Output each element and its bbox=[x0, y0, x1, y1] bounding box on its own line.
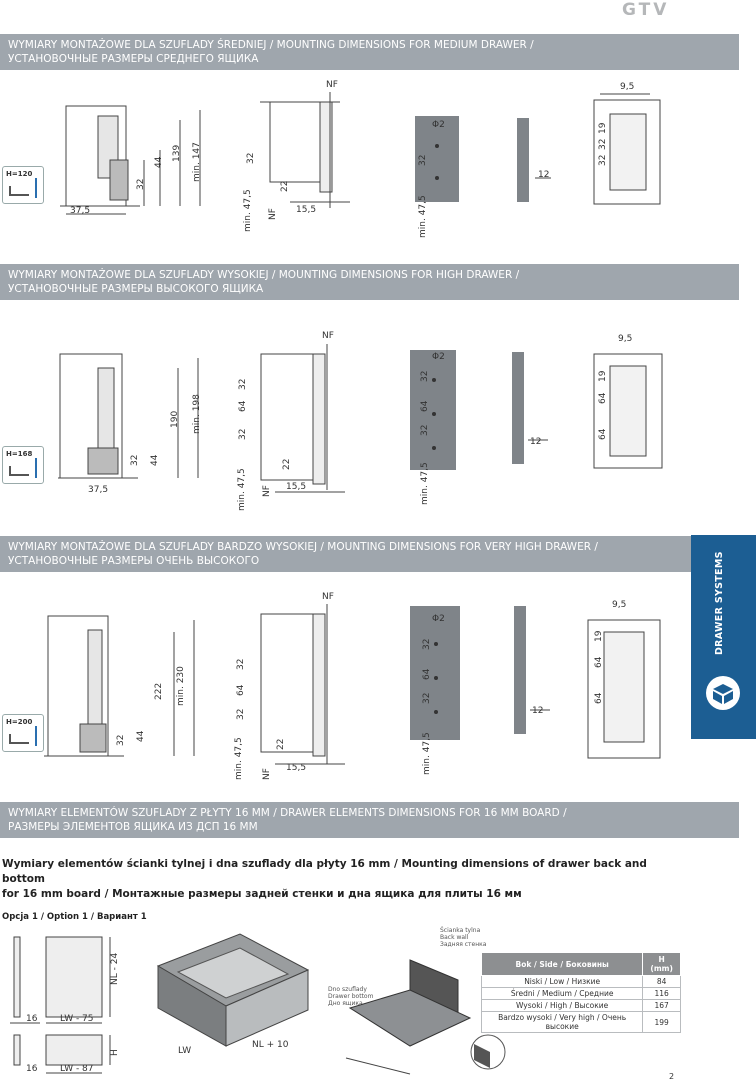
table-cell: 84 bbox=[643, 976, 681, 988]
brand-logo: GTV bbox=[622, 0, 670, 20]
drawer-3d-drawing bbox=[150, 930, 320, 1055]
section-header-elements bbox=[0, 802, 739, 838]
section-subtitle: РАЗМЕРЫ ЭЛЕМЕНТОВ ЯЩИКА ИЗ ДСП 16 ММ bbox=[8, 821, 258, 833]
dim-label: min. 230 bbox=[176, 666, 186, 706]
dim-label: 16 bbox=[26, 1064, 38, 1074]
dim-label: 32 bbox=[418, 154, 428, 166]
dim-label: 16 bbox=[26, 1014, 38, 1024]
dim-label: NF bbox=[322, 331, 334, 341]
label-line: Drawer bottom bbox=[328, 993, 374, 1000]
dim-label: NF bbox=[268, 208, 278, 220]
front-section-drawing bbox=[255, 600, 355, 770]
badge-label: H=200 bbox=[6, 718, 33, 726]
section-header-medium bbox=[0, 34, 739, 70]
dim-label: 12 bbox=[530, 437, 542, 447]
table-header: Bok / Side / Боковины bbox=[482, 953, 643, 976]
dim-label: 222 bbox=[154, 682, 164, 700]
dim-label: 64 bbox=[594, 656, 604, 668]
dim-label: NL - 24 bbox=[110, 952, 120, 985]
dim-label: 44 bbox=[154, 156, 164, 168]
dim-label: H bbox=[110, 1049, 120, 1056]
dim-label: 12 bbox=[538, 170, 550, 180]
section-header-high bbox=[0, 264, 739, 300]
table-cell: 199 bbox=[643, 1012, 681, 1033]
section-subtitle: УСТАНОВОЧНЫЕ РАЗМЕРЫ ОЧЕНЬ ВЫСОКОГО bbox=[8, 555, 260, 567]
badge-label: H=120 bbox=[6, 170, 33, 178]
label-line: Ścianka tylna bbox=[440, 927, 481, 934]
section-header-very-high bbox=[0, 536, 691, 572]
dim-label: NF bbox=[326, 80, 338, 90]
dim-label: 44 bbox=[136, 730, 146, 742]
dim-label: 22 bbox=[276, 738, 286, 750]
edge-view-drawing bbox=[510, 606, 554, 740]
height-badge bbox=[2, 714, 44, 752]
dim-label: 32 bbox=[420, 370, 430, 382]
dim-label: 44 bbox=[150, 454, 160, 466]
dim-label: 32 bbox=[236, 708, 246, 720]
dim-label: 64 bbox=[236, 684, 246, 696]
dim-label: 32 bbox=[420, 424, 430, 436]
dim-label: 64 bbox=[594, 692, 604, 704]
table-cell: Wysoki / High / Высокие bbox=[482, 1000, 643, 1012]
height-badge bbox=[2, 446, 44, 484]
label-line: Задняя стенка bbox=[440, 941, 487, 948]
dim-label: 9,5 bbox=[618, 334, 633, 344]
dim-label: min. 47,5 bbox=[422, 732, 432, 775]
back-wall-label bbox=[440, 927, 486, 948]
dim-label: 32 bbox=[598, 138, 608, 150]
dim-label: min. 47,5 bbox=[420, 462, 430, 505]
dim-label: LW bbox=[178, 1046, 192, 1056]
dim-label: 64 bbox=[422, 668, 432, 680]
dim-label: 15,5 bbox=[286, 763, 307, 773]
label-line: Back wall bbox=[440, 934, 469, 941]
table-cell: Niski / Low / Низкие bbox=[482, 976, 643, 988]
detail-circle-drawing bbox=[470, 1030, 510, 1075]
dim-label: 64 bbox=[598, 392, 608, 404]
dim-label: LW - 87 bbox=[60, 1064, 94, 1074]
dim-label: 19 bbox=[598, 122, 608, 134]
dim-label: min. 47,5 bbox=[418, 195, 428, 238]
table-row bbox=[482, 1012, 681, 1033]
dim-label: 32 bbox=[238, 428, 248, 440]
dim-label: 9,5 bbox=[620, 82, 635, 92]
dim-label: 12 bbox=[532, 706, 544, 716]
dim-label: 32 bbox=[422, 692, 432, 704]
dim-label: 32 bbox=[238, 378, 248, 390]
dim-label: 32 bbox=[236, 658, 246, 670]
drawer-cube-icon bbox=[705, 675, 741, 711]
page-number: 2 bbox=[669, 1072, 675, 1081]
dim-label: 32 bbox=[116, 734, 126, 746]
section-title: WYMIARY MONTAŻOWE DLA SZUFLADY ŚREDNIEJ / MOUNTING DIMENSIONS FOR MEDIUM DRAWER / bbox=[8, 39, 534, 51]
label-line: Дно ящика bbox=[328, 1000, 363, 1007]
dim-label: 37,5 bbox=[70, 206, 91, 216]
edge-view-drawing bbox=[508, 350, 552, 470]
side-section-drawing bbox=[44, 612, 214, 762]
section-title: WYMIARY MONTAŻOWE DLA SZUFLADY WYSOKIEJ / MOUNTING DIMENSIONS FOR HIGH DRAWER / bbox=[8, 269, 520, 281]
dim-label: 15,5 bbox=[286, 482, 307, 492]
dim-label: min. 47,5 bbox=[237, 468, 247, 511]
section-title: WYMIARY ELEMENTÓW SZUFLADY Z PŁYTY 16 MM / DRAWER ELEMENTS DIMENSIONS FOR 16 MM BOARD / bbox=[8, 807, 567, 819]
dim-label: 22 bbox=[282, 458, 292, 470]
heading-line: for 16 mm board / Монтажные размеры задней стенки и дна ящика для плиты 16 мм bbox=[2, 888, 522, 900]
table-cell: 167 bbox=[643, 1000, 681, 1012]
dim-label: min. 147 bbox=[192, 142, 202, 182]
dim-label: NF bbox=[262, 768, 272, 780]
dim-label: 139 bbox=[172, 144, 182, 162]
dim-label: 190 bbox=[170, 410, 180, 428]
table-row bbox=[482, 976, 681, 988]
dim-label: 64 bbox=[420, 400, 430, 412]
section-subtitle: УСТАНОВОЧНЫЕ РАЗМЕРЫ ВЫСОКОГО ЯЩИКА bbox=[8, 283, 264, 295]
table-row bbox=[482, 1000, 681, 1012]
drawer-systems-tab bbox=[691, 535, 756, 739]
edge-view-drawing bbox=[515, 116, 555, 206]
dim-label: NF bbox=[262, 485, 272, 497]
heading-line: Wymiary elementów ścianki tylnej i dna szuflady dla płyty 16 mm / Mounting dimensions of drawer back and bottom bbox=[2, 858, 647, 885]
dim-label: min. 198 bbox=[192, 394, 202, 434]
table-cell: 116 bbox=[643, 988, 681, 1000]
dim-label: min. 47,5 bbox=[243, 189, 253, 232]
dim-label: Φ2 bbox=[432, 614, 445, 624]
dim-label: 32 bbox=[598, 154, 608, 166]
table-cell: Średni / Medium / Средние bbox=[482, 988, 643, 1000]
table-row bbox=[482, 988, 681, 1000]
dim-label: min. 47,5 bbox=[234, 737, 244, 780]
dim-label: 22 bbox=[280, 180, 290, 192]
dim-label: NF bbox=[322, 592, 334, 602]
dim-label: 32 bbox=[130, 454, 140, 466]
dim-label: Φ2 bbox=[432, 120, 445, 130]
section-subtitle: УСТАНОВОЧНЫЕ РАЗМЕРЫ СРЕДНЕГО ЯЩИКА bbox=[8, 53, 259, 65]
dim-label: Φ2 bbox=[432, 352, 445, 362]
label-line: Dno szuflady bbox=[328, 986, 367, 993]
side-height-table bbox=[481, 952, 681, 1033]
table-cell: Bardzo wysoki / Very high / Очень высокие bbox=[482, 1012, 643, 1033]
side-tab-label: DRAWER SYSTEMS bbox=[714, 551, 725, 655]
side-elevation-drawing bbox=[590, 346, 670, 470]
front-section-drawing bbox=[255, 340, 355, 500]
dim-label: 15,5 bbox=[296, 205, 317, 215]
badge-label: H=168 bbox=[6, 450, 33, 458]
dim-label: 19 bbox=[594, 630, 604, 642]
section-title: WYMIARY MONTAŻOWE DLA SZUFLADY BARDZO WYSOKIEJ / MOUNTING DIMENSIONS FOR VERY HIGH DRAWER / bbox=[8, 541, 598, 553]
dim-label: 32 bbox=[246, 152, 256, 164]
table-header: H (mm) bbox=[643, 953, 681, 976]
option-label: Opcja 1 / Option 1 / Вариант 1 bbox=[2, 912, 147, 922]
dim-label: 32 bbox=[136, 178, 146, 190]
dim-label: 19 bbox=[598, 370, 608, 382]
dim-label: 32 bbox=[422, 638, 432, 650]
dim-label: 37,5 bbox=[88, 485, 109, 495]
dim-label: 64 bbox=[598, 428, 608, 440]
front-section-drawing bbox=[260, 88, 360, 218]
elements-heading bbox=[2, 857, 662, 902]
back-panel-drawing bbox=[410, 350, 462, 472]
dim-label: 9,5 bbox=[612, 600, 627, 610]
height-badge bbox=[2, 166, 44, 204]
dim-label: LW - 75 bbox=[60, 1014, 94, 1024]
dim-label: NL + 10 bbox=[252, 1040, 289, 1050]
dim-label: 64 bbox=[238, 400, 248, 412]
back-panel-drawing bbox=[410, 606, 464, 742]
